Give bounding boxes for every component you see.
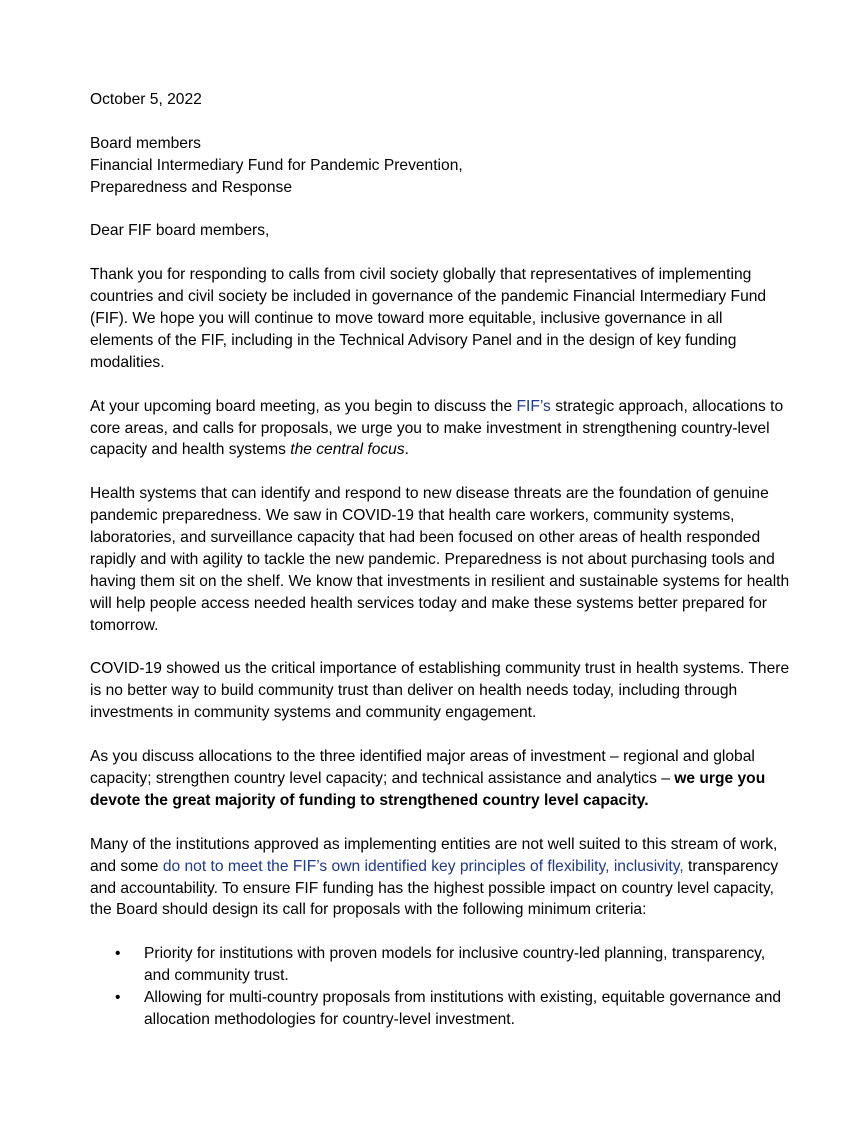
paragraph-1: Thank you for responding to calls from civil society globally that representatives of implementing countries and civil society be included in governance of the pandemic Financial Intermediary Fund (FIF). We hope you will continue to move toward more equitable, inclusive governance in all elements of the FIF, including in the Technical Advisory Panel and in the design of key funding modalities. xyxy=(90,266,767,371)
paragraph-6 xyxy=(90,834,790,922)
bullet-icon: • xyxy=(115,945,121,963)
paragraph-2-italic: the central focus xyxy=(290,441,405,459)
paragraph-5-bold: we urge you devote the great majority of funding to strengthened country level capacity. xyxy=(90,769,766,809)
salutation: Dear FIF board members, xyxy=(90,222,270,240)
paragraph-2-part-2: strategic approach, allocations to core areas, and calls for proposals, we urge you to make investment in strengthening country-level capacity and health systems xyxy=(90,397,784,459)
paragraph-2-fif: FIF’s xyxy=(516,397,551,415)
paragraph-4: COVID-19 showed us the critical importance of establishing community trust in health systems. There is no better way to build community trust than deliver on health needs today, including through investments in community systems and community engagement. xyxy=(90,660,790,722)
recipient-line-1: Board members xyxy=(90,134,201,152)
letter-date: October 5, 2022 xyxy=(90,91,202,108)
paragraph-6-blue: do not to meet the FIF’s own identified key principles of flexibility, inclusivity, xyxy=(162,857,684,875)
paragraph-3: Health systems that can identify and respond to new disease threats are the foundation of genuine pandemic preparedness. We saw in COVID-19 that health care workers, community systems, laboratories, and surveillance capacity that had been focused on other areas of health responded rapidly and with agility to tackle the new pandemic. Preparedness is not about purchasing tools and having them sit on the shelf. We know that investments in resilient and sustainable systems for health will help people access needed health services today and make these systems better prepared for tomorrow. xyxy=(90,485,790,634)
list-item-text: Allowing for multi-country proposals from institutions with existing, equitable governance and allocation methodologies for country-level investment. xyxy=(144,989,782,1028)
bullet-icon: • xyxy=(115,989,121,1007)
list-item xyxy=(90,943,790,987)
letter-body xyxy=(90,89,790,1031)
paragraph-5-part-1: As you discuss allocations to the three identified major areas of investment – regional and global capacity; strengthen country level capacity; and technical assistance and analytics – xyxy=(90,748,755,787)
paragraph-2 xyxy=(90,396,790,462)
list-item-text: Priority for institutions with proven models for inclusive country-led planning, transparency, and community trust. xyxy=(144,945,766,985)
list-item xyxy=(90,987,790,1031)
paragraph-2-part-1: At your upcoming board meeting, as you begin to discuss the xyxy=(90,397,517,415)
paragraph-6-part-2: transparency and accountability. To ensure FIF funding has the highest possible impact on country level capacity, the Board should design its call for proposals with the following minimum criteria: xyxy=(90,857,779,919)
recipient-block xyxy=(90,133,790,199)
recipient-line-2: Financial Intermediary Fund for Pandemic Prevention, xyxy=(90,156,463,174)
criteria-list xyxy=(90,943,790,1031)
recipient-line-3: Preparedness and Response xyxy=(90,178,292,196)
paragraph-5 xyxy=(90,746,790,812)
paragraph-2-part-3: . xyxy=(404,441,409,459)
paragraph-6-part-1: Many of the institutions approved as implementing entities are not well suited to this stream of work, and some xyxy=(90,835,778,875)
